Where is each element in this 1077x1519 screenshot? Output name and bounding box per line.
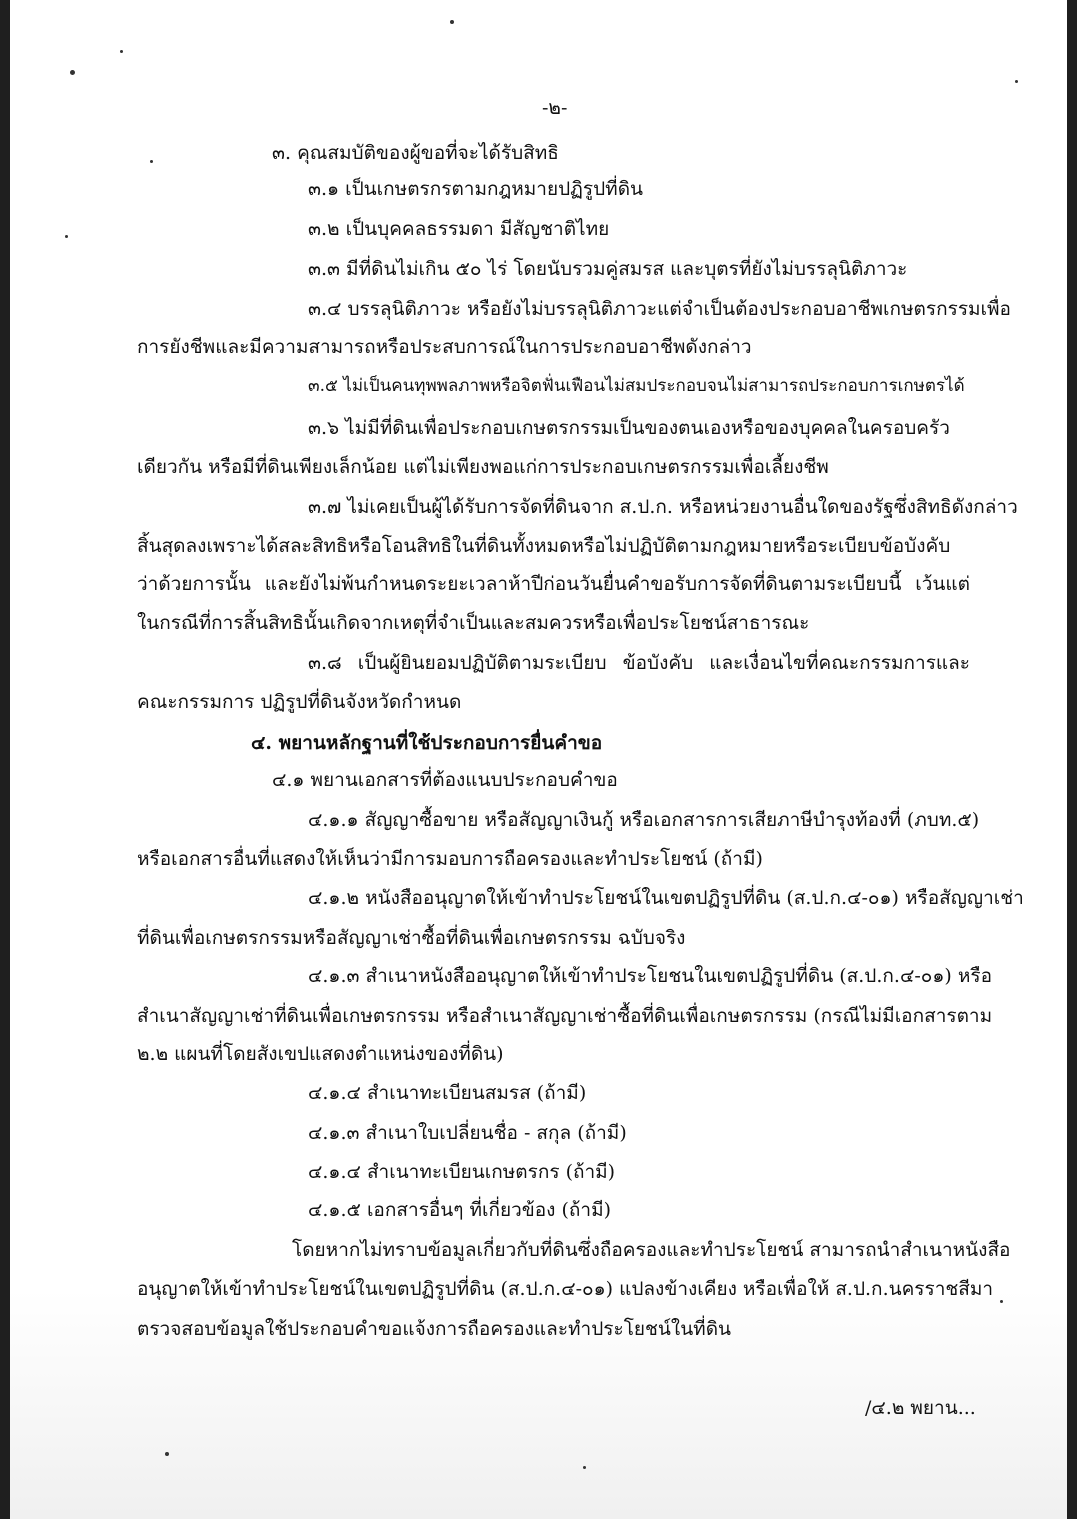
- section-4-item: ๔.๑.๔ สำเนาทะเบียนเกษตรกร (ถ้ามี): [308, 1161, 616, 1183]
- section-3-item: ๓.๔ บรรลุนิติภาวะ หรือยังไม่บรรลุนิติภาวะแต่จำเป็นต้องประกอบอาชีพเกษตรกรรมเพื่อ: [308, 298, 1011, 320]
- section-4-item: ๔.๑ พยานเอกสารที่ต้องแนบประกอบคำขอ: [272, 769, 618, 791]
- section-3-heading: ๓. คุณสมบัติของผู้ขอที่จะได้รับสิทธิ: [272, 142, 559, 164]
- scan-speck: [450, 20, 454, 24]
- section-4-item: ๔.๑.๓ สำเนาใบเปลี่ยนชื่อ - สกุล (ถ้ามี): [308, 1122, 627, 1144]
- section-4-item: ๒.๒ แผนที่โดยสังเขปแสดงตำแหน่งของที่ดิน): [137, 1043, 504, 1065]
- section-4-item: ๔.๑.๒ หนังสืออนุญาตให้เข้าทำประโยชน์ในเขตปฏิรูปที่ดิน (ส.ป.ก.๔-๐๑) หรือสัญญาเช่า: [308, 887, 1024, 909]
- section-4-item: ๔.๑.๑ สัญญาซื้อขาย หรือสัญญาเงินกู้ หรือเอกสารการเสียภาษีบำรุงท้องที่ (ภบท.๕): [308, 809, 980, 831]
- section-3-item: ๓.๓ มีที่ดินไม่เกิน ๕๐ ไร่ โดยนับรวมคู่สมรส และบุตรที่ยังไม่บรรลุนิติภาวะ: [308, 258, 908, 280]
- section-4-item: หรือเอกสารอื่นที่แสดงให้เห็นว่ามีการมอบการถือครองและทำประโยชน์ (ถ้ามี): [137, 848, 763, 870]
- section-4-item: ตรวจสอบข้อมูลใช้ประกอบคำขอแจ้งการถือครองและทำประโยชน์ในที่ดิน: [137, 1318, 732, 1340]
- section-3-item: ๓.๑ เป็นเกษตรกรตามกฎหมายปฏิรูปที่ดิน: [308, 178, 644, 200]
- scan-speck: [1015, 80, 1018, 83]
- section-3-item: ในกรณีที่การสิ้นสิทธินั้นเกิดจากเหตุที่จำเป็นและสมควรหรือเพื่อประโยชน์สาธารณะ: [137, 612, 810, 634]
- section-4-item: ๔.๑.๕ เอกสารอื่นๆ ที่เกี่ยวข้อง (ถ้ามี): [308, 1199, 612, 1221]
- scan-speck: [65, 235, 68, 238]
- section-4-item: ๔.๑.๔ สำเนาทะเบียนสมรส (ถ้ามี): [308, 1082, 587, 1104]
- section-4-item: อนุญาตให้เข้าทำประโยชน์ในเขตปฏิรูปที่ดิน (ส.ป.ก.๔-๐๑) แปลงข้างเคียง หรือเพื่อให้ ส.ป.ก.นครราชสีมา: [137, 1278, 994, 1300]
- scan-speck: [165, 1452, 169, 1456]
- scan-speck: [583, 1466, 586, 1469]
- section-4-item: ที่ดินเพื่อเกษตรกรรมหรือสัญญาเช่าซื้อที่ดินเพื่อเกษตรกรรม ฉบับจริง: [137, 927, 686, 949]
- section-3-item: ๓.๖ ไม่มีที่ดินเพื่อประกอบเกษตรกรรมเป็นของตนเองหรือของบุคคลในครอบครัว: [308, 417, 950, 439]
- page-number: -๒-: [542, 97, 568, 119]
- section-4-item: สำเนาสัญญาเช่าที่ดินเพื่อเกษตรกรรม หรือสำเนาสัญญาเช่าซื้อที่ดินเพื่อเกษตรกรรม (กรณีไม่มีเอกสารตาม: [137, 1005, 993, 1027]
- section-3-item: ๓.๘ เป็นผู้ยินยอมปฏิบัติตามระเบียบ ข้อบังคับ และเงื่อนไขที่คณะกรรมการและ: [308, 652, 970, 674]
- section-4-item: โดยหากไม่ทราบข้อมูลเกี่ยวกับที่ดินซึ่งถือครองและทำประโยชน์ สามารถนำสำเนาหนังสือ: [292, 1239, 1011, 1261]
- scan-speck: [150, 160, 153, 163]
- section-3-item: การยังชีพและมีความสามารถหรือประสบการณ์ในการประกอบอาชีพดังกล่าว: [137, 336, 752, 358]
- continuation-text: /๔.๒ พยาน...: [865, 1397, 976, 1419]
- scan-speck: [120, 50, 123, 53]
- section-4-heading: ๔. พยานหลักฐานที่ใช้ประกอบการยื่นคำขอ: [251, 732, 603, 754]
- scan-speck: [70, 70, 75, 75]
- section-3-item: สิ้นสุดลงเพราะได้สละสิทธิหรือโอนสิทธิในที่ดินทั้งหมดหรือไม่ปฏิบัติตามกฎหมายหรือระเบียบข้อบังคับ: [137, 535, 951, 557]
- document-page: [10, 0, 1067, 1519]
- section-3-item: คณะกรรมการ ปฏิรูปที่ดินจังหวัดกำหนด: [137, 691, 462, 713]
- section-3-item: ๓.๒ เป็นบุคคลธรรมดา มีสัญชาติไทย: [308, 218, 610, 240]
- scan-speck: [1000, 1300, 1003, 1303]
- section-3-item: เดียวกัน หรือมีที่ดินเพียงเล็กน้อย แต่ไม่เพียงพอแก่การประกอบเกษตรกรรมเพื่อเลี้ยงชีพ: [137, 456, 829, 478]
- section-3-item: ๓.๗ ไม่เคยเป็นผู้ได้รับการจัดที่ดินจาก ส.ป.ก. หรือหน่วยงานอื่นใดของรัฐซึ่งสิทธิดังกล่าว: [308, 496, 1018, 518]
- section-3-item: ว่าด้วยการนั้น และยังไม่พ้นกำหนดระยะเวลาห้าปีก่อนวันยื่นคำขอรับการจัดที่ดินตามระเบียบนี้ เว้นแต่: [137, 573, 970, 595]
- section-4-item: ๔.๑.๓ สำเนาหนังสืออนุญาตให้เข้าทำประโยชนในเขตปฏิรูปที่ดิน (ส.ป.ก.๔-๐๑) หรือ: [308, 965, 992, 987]
- section-3-item: ๓.๕ ไม่เป็นคนทุพพลภาพหรือจิตฟั่นเฟือนไม่สมประกอบจนไม่สามารถประกอบการเกษตรได้: [308, 376, 965, 396]
